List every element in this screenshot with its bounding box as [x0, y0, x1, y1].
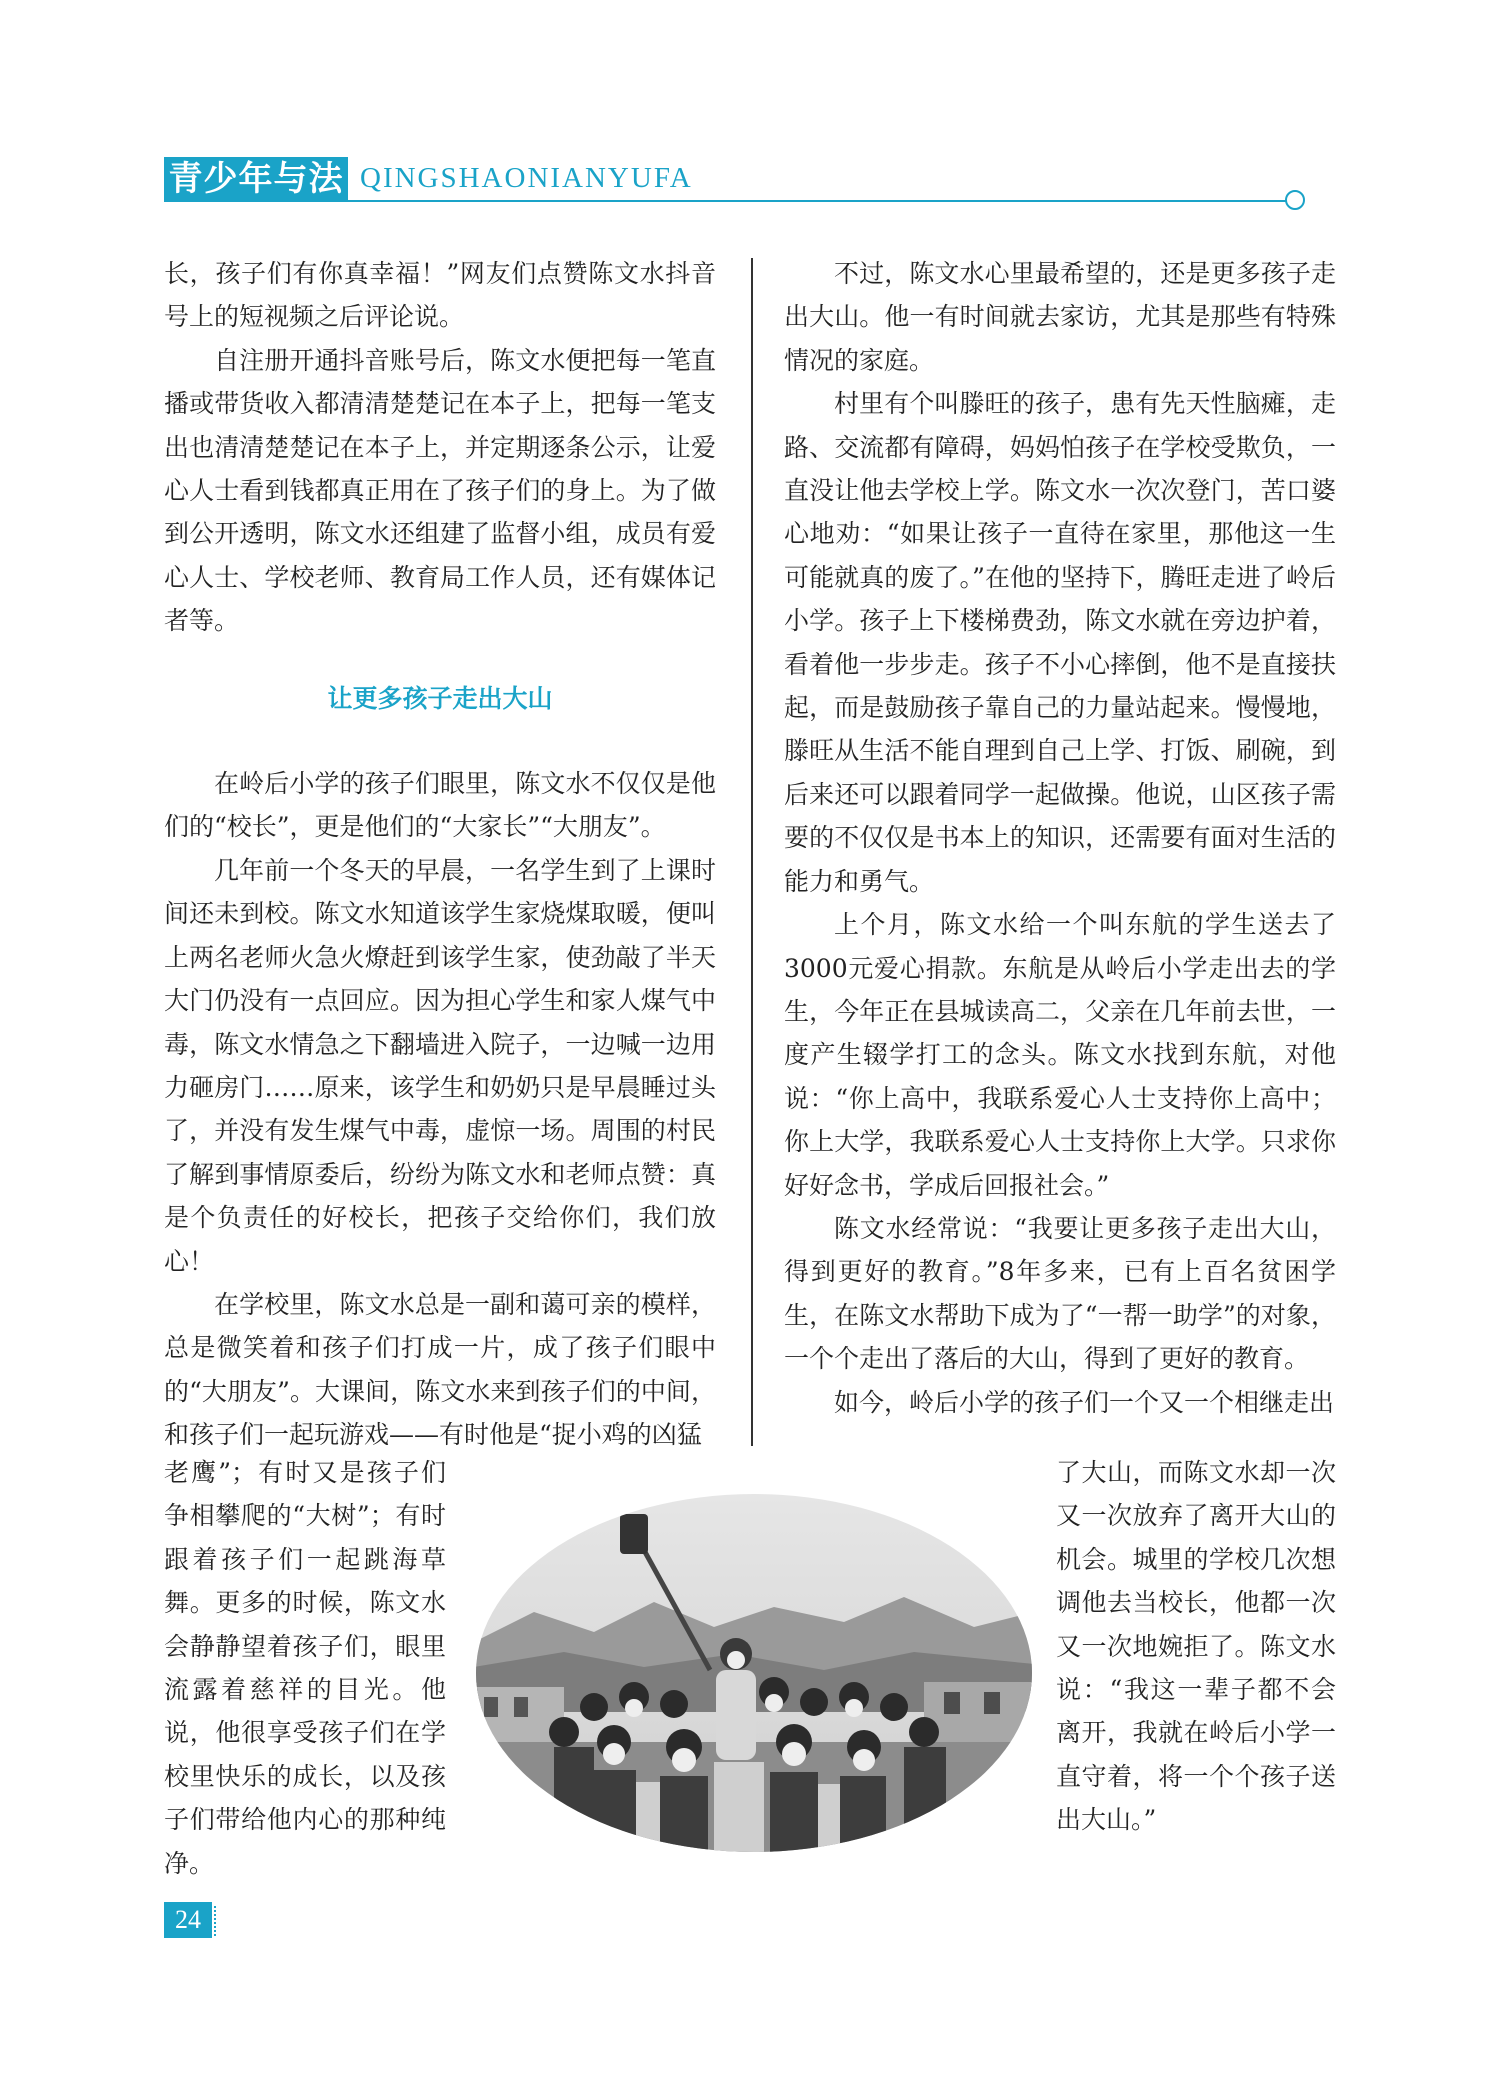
header-rule [164, 200, 1290, 202]
photo-children-selfie [474, 1492, 1034, 1854]
right-wrap-text: 了大山，而陈文水却一次又一次放弃了离开大山的机会。城里的学校几次想调他去当校长，他都一次又一次地婉拒了。陈文水说：“我这一辈子都不会离开，我就在岭后小学一直守着，将一个个孩子送出大山。” [1056, 1458, 1336, 1835]
right-column [784, 252, 1336, 1424]
column-divider [751, 258, 753, 1446]
paragraph: 长，孩子们有你真幸福！”网友们点赞陈文水抖音号上的短视频之后评论说。 [164, 259, 716, 332]
page-number: 24 [164, 1902, 212, 1938]
paragraph: 自注册开通抖音账号后，陈文水便把每一笔直播或带货收入都清清楚楚记在本子上，把每一笔支出也清清楚楚记在本子上，并定期逐条公示，让爱心人士看到钱都真正用在了孩子们的身上。为了做到公开透明，陈文水还组建了监督小组，成员有爱心人士、学校老师、教育局工作人员，还有媒体记者等。 [164, 345, 716, 636]
page-number-dots [214, 1906, 218, 1936]
paragraph: 如今，岭后小学的孩子们一个又一个相继走出 [834, 1387, 1335, 1417]
paragraph: 在学校里，陈文水总是一副和蔼可亲的模样，总是微笑着和孩子们打成一片，成了孩子们眼中的“大朋友”。大课间，陈文水来到孩子们的中间，和孩子们一起玩游戏——有时他是“捉小鸡的凶猛 [164, 1289, 716, 1450]
header-rule-end-circle [1285, 190, 1305, 210]
paragraph: 几年前一个冬天的早晨，一名学生到了上课时间还未到校。陈文水知道该学生家烧煤取暖，便叫上两名老师火急火燎赶到该学生家，使劲敲了半天大门仍没有一点回应。因为担心学生和家人煤气中毒，陈文水情急之下翻墙进入院子，一边喊一边用力砸房门……原来，该学生和奶奶只是早晨睡过头了，并没有发生煤气中毒，虚惊一场。周围的村民了解到事情原委后，纷纷为陈文水和老师点赞：真是个负责任的好校长，把孩子交给你们，我们放心！ [164, 855, 716, 1276]
magazine-section-latin: QINGSHAONIANYUFA [360, 162, 693, 194]
paragraph: 村里有个叫滕旺的孩子，患有先天性脑瘫，走路、交流都有障碍，妈妈怕孩子在学校受欺负，一直没让他去学校上学。陈文水一次次登门，苦口婆心地劝：“如果让孩子一直待在家里，那他这一生可能就真的废了。”在他的坚持下，腾旺走进了岭后小学。孩子上下楼梯费劲，陈文水就在旁边护着，看着他一步步走。孩子不小心摔倒，他不是直接扶起，而是鼓励孩子靠自己的力量站起来。慢慢地，滕旺从生活不能自理到自己上学、打饭、刷碗，到后来还可以跟着同学一起做操。他说，山区孩子需要的不仅仅是书本上的知识，还需要有面对生活的能力和勇气。 [784, 389, 1336, 896]
paragraph: 陈文水经常说：“我要让更多孩子走出大山，得到更好的教育。”8年多来，已有上百名贫困学生，在陈文水帮助下成为了“一帮一助学”的对象，一个个走出了落后的大山，得到了更好的教育。 [784, 1213, 1336, 1374]
magazine-section-title: 青少年与法 [164, 157, 348, 201]
paragraph: 在岭后小学的孩子们眼里，陈文水不仅仅是他们的“校长”，更是他们的“大家长”“大朋友”。 [164, 769, 716, 842]
paragraph: 上个月，陈文水给一个叫东航的学生送去了3000元爱心捐款。东航是从岭后小学走出去的学生，今年正在县城读高二，父亲在几年前去世，一度产生辍学打工的念头。陈文水找到东航，对他说：“你上高中，我联系爱心人士支持你上高中；你上大学，我联系爱心人士支持你上大学。只求你好好念书，学成后回报社会。” [784, 910, 1336, 1200]
left-column [164, 252, 716, 1457]
left-wrap-text: 老鹰”；有时又是孩子们争相攀爬的“大树”；有时跟着孩子们一起跳海草舞。更多的时候，陈文水会静静望着孩子们，眼里流露着慈祥的目光。他说，他很享受孩子们在学校里快乐的成长，以及孩子们带给他内心的那种纯净。 [164, 1458, 446, 1878]
paragraph: 不过，陈文水心里最希望的，还是更多孩子走出大山。他一有时间就去家访，尤其是那些有特殊情况的家庭。 [784, 259, 1336, 375]
section-heading: 让更多孩子走出大山 [327, 683, 553, 713]
